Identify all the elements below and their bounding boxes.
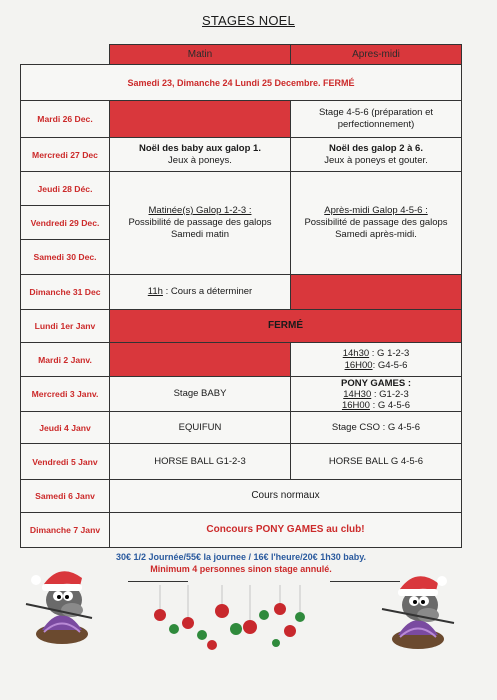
apres-midi-galop-line2: Possibilité de passage des galops (304, 217, 448, 228)
cours-text: : Cours a déterminer (162, 286, 253, 297)
stage-456-line1: Stage 4-5-6 (préparation et (318, 107, 434, 118)
mercredi-3-time-2: 16H00 (341, 399, 370, 411)
jeudi-4-morning: EQUIFUN (109, 411, 291, 444)
mercredi-27-afternoon (290, 137, 462, 172)
header-morning: Matin (109, 44, 291, 65)
mercredi-3-group-2: : G 4-5-6 (369, 399, 411, 411)
mardi-2-group-2: : G4-5-6 (372, 359, 408, 371)
day-lundi-1: Lundi 1er Janv (20, 309, 110, 343)
day-samedi-6: Samedi 6 Janv (20, 479, 110, 513)
mercredi-3-group-1: : G1-2-3 (371, 388, 409, 400)
page-title: STAGES NOEL (202, 13, 295, 28)
stage-456-line2: perfectionnement) (337, 119, 415, 130)
vendredi-5-afternoon: HORSE BALL G 4-5-6 (290, 443, 462, 480)
mercredi-3-slot-1 (343, 389, 409, 400)
santa-pony-right-icon (378, 565, 458, 650)
day-vendredi-5: Vendredi 5 Janv (20, 443, 110, 480)
block-28-30-morning (109, 171, 291, 275)
mardi-2-time-2: 16H00 (344, 359, 373, 371)
footer-underline-left (128, 581, 188, 582)
day-dimanche-31: Dimanche 31 Dec (20, 274, 110, 310)
noel-baby-text: Jeux à poneys. (168, 154, 232, 166)
day-samedi-30: Samedi 30 Dec. (20, 239, 110, 275)
pony-games-title: PONY GAMES : (340, 377, 412, 389)
mardi-2-afternoon (290, 342, 462, 377)
mercredi-3-slot-2 (342, 400, 410, 411)
vendredi-5-morning: HORSE BALL G1-2-3 (109, 443, 291, 480)
dimanche-31-morning (109, 274, 291, 310)
mercredi-3-morning: Stage BABY (109, 376, 291, 412)
header-afternoon: Apres-midi (290, 44, 462, 65)
day-mercredi-3: Mercredi 3 Janv. (20, 376, 110, 412)
apres-midi-galop-line3: Samedi après-midi. (335, 229, 417, 240)
matinee-galop-title: Matinée(s) Galop 1-2-3 : (148, 205, 252, 216)
mardi-2-group-1: : G 1-2-3 (369, 347, 410, 359)
santa-pony-left-icon (22, 560, 102, 645)
noel-galop-text: Jeux à poneys et gouter. (324, 154, 428, 166)
day-mercredi-27: Mercredi 27 Dec (20, 137, 110, 172)
mardi-2-slot-1 (343, 348, 410, 360)
day-mardi-2: Mardi 2 Janv. (20, 342, 110, 377)
christmas-ornaments-icon (140, 585, 320, 655)
samedi-6-all-day: Cours normaux (109, 479, 462, 513)
day-jeudi-28: Jeudi 28 Déc. (20, 171, 110, 206)
day-mardi-26: Mardi 26 Dec. (20, 100, 110, 138)
mercredi-27-morning (109, 137, 291, 172)
noel-galop-title: Noël des galop 2 à 6. (329, 142, 423, 154)
mardi-2-time-1: 14h30 (342, 347, 370, 359)
mercredi-3-time-1: 14H30 (343, 388, 372, 400)
apres-midi-galop-title: Après-midi Galop 4-5-6 : (324, 205, 428, 216)
matinee-galop-line2: Possibilité de passage des galops (128, 217, 272, 228)
day-dimanche-7: Dimanche 7 Janv (20, 512, 110, 548)
day-jeudi-4: Jeudi 4 Janv (20, 411, 110, 444)
jeudi-4-afternoon: Stage CSO : G 4-5-6 (290, 411, 462, 444)
cours-time: 11h (147, 286, 163, 297)
noel-baby-title: Noël des baby aux galop 1. (139, 142, 261, 154)
mardi-2-morning-closed (109, 342, 291, 377)
day-vendredi-29: Vendredi 29 Dec. (20, 205, 110, 240)
minimum-line: Minimum 4 personnes sinon stage annulé. (150, 564, 332, 574)
dimanche-31-afternoon-closed (290, 274, 462, 310)
dimanche-7-event: Concours PONY GAMES au club! (109, 512, 462, 548)
mardi-26-afternoon (290, 100, 462, 138)
block-28-30-afternoon (290, 171, 462, 275)
mardi-2-slot-2 (345, 360, 408, 372)
closed-banner: Samedi 23, Dimanche 24 Lundi 25 Decembre. FERMÉ (20, 64, 462, 101)
mardi-26-morning-closed (109, 100, 291, 138)
mercredi-3-afternoon (290, 376, 462, 412)
price-line: 30€ 1/2 Journée/55€ la journee / 16€ l'heure/20€ 1h30 baby. (115, 552, 367, 562)
lundi-1-closed: FERMÉ (109, 309, 462, 343)
matinee-galop-line3: Samedi matin (170, 229, 230, 240)
